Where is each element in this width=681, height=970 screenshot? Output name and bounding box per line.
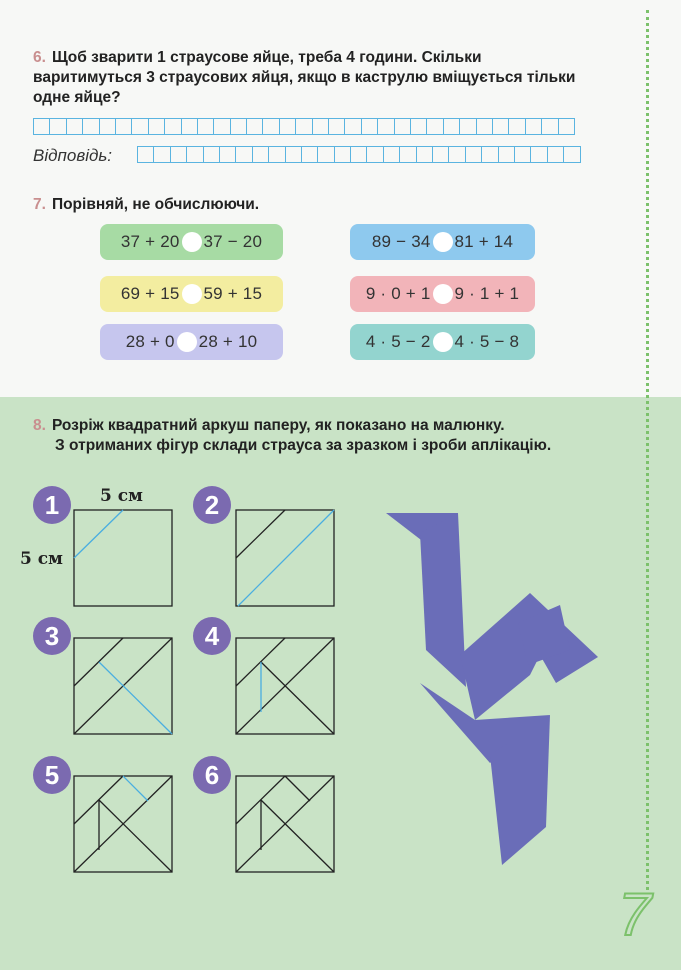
task8-number: 8.: [33, 417, 46, 434]
answer-cell[interactable]: [219, 146, 236, 163]
answer-cell[interactable]: [383, 146, 400, 163]
answer-cell[interactable]: [459, 118, 476, 135]
step-2-diagram: [234, 508, 338, 608]
answer-grid-1[interactable]: [34, 118, 575, 135]
answer-cell[interactable]: [498, 146, 515, 163]
ostrich-tangram: [380, 505, 610, 870]
answer-cell[interactable]: [268, 146, 285, 163]
answer-cell[interactable]: [33, 118, 50, 135]
task8-line2: З отриманих фігур склади страуса за зразком і зроби аплікацію.: [55, 437, 552, 454]
compare-circle[interactable]: [182, 284, 202, 304]
expr-left: 89 − 34: [371, 232, 431, 251]
dimension-left: 5 см: [20, 549, 63, 569]
expr-right: 4 · 5 − 8: [454, 332, 520, 351]
answer-cell[interactable]: [82, 118, 99, 135]
expr-left: 9 · 0 + 1: [365, 284, 431, 303]
tangram-body: [460, 593, 530, 720]
answer-cell[interactable]: [246, 118, 263, 135]
answer-cell[interactable]: [410, 118, 427, 135]
compare-circle[interactable]: [177, 332, 197, 352]
answer-cell[interactable]: [252, 146, 269, 163]
compare-expression[interactable]: [100, 324, 283, 360]
answer-cell[interactable]: [164, 118, 181, 135]
answer-cell[interactable]: [399, 146, 416, 163]
step-6-diagram: [234, 774, 338, 874]
answer-cell[interactable]: [350, 146, 367, 163]
answer-cell[interactable]: [366, 146, 383, 163]
expr-left: 69 + 15: [120, 284, 180, 303]
compare-expression[interactable]: [100, 224, 283, 260]
step-badge-4: 4: [193, 617, 231, 655]
answer-cell[interactable]: [279, 118, 296, 135]
answer-cell[interactable]: [394, 118, 411, 135]
step-badge-1: 1: [33, 486, 71, 524]
expr-left: 28 + 0: [125, 332, 175, 351]
answer-cell[interactable]: [465, 146, 482, 163]
page-number: 7: [618, 881, 652, 948]
answer-cell[interactable]: [443, 118, 460, 135]
answer-cell[interactable]: [558, 118, 575, 135]
answer-cell[interactable]: [377, 118, 394, 135]
task7-text: Порівняй, не обчислюючи.: [51, 196, 260, 213]
answer-cell[interactable]: [213, 118, 230, 135]
answer-cell[interactable]: [334, 146, 351, 163]
answer-cell[interactable]: [432, 146, 449, 163]
answer-cell[interactable]: [508, 118, 525, 135]
expr-right: 59 + 15: [203, 284, 263, 303]
compare-expression[interactable]: [100, 276, 283, 312]
answer-cell[interactable]: [492, 118, 509, 135]
answer-cell[interactable]: [481, 146, 498, 163]
compare-circle[interactable]: [433, 284, 453, 304]
expr-left: 4 · 5 − 2: [365, 332, 431, 351]
task6-number: 6.: [33, 49, 46, 66]
answer-cell[interactable]: [66, 118, 83, 135]
task7-number: 7.: [33, 196, 46, 213]
answer-cell[interactable]: [137, 146, 154, 163]
answer-cell[interactable]: [170, 146, 187, 163]
answer-cell[interactable]: [235, 146, 252, 163]
step-1-diagram: [72, 508, 176, 608]
step-5-diagram: [72, 774, 176, 874]
step-4-diagram: [234, 636, 338, 736]
expr-right: 81 + 14: [454, 232, 514, 251]
compare-circle[interactable]: [182, 232, 202, 252]
expr-right: 28 + 10: [198, 332, 258, 351]
answer-cell[interactable]: [186, 146, 203, 163]
compare-circle[interactable]: [433, 332, 453, 352]
answer-cell[interactable]: [448, 146, 465, 163]
answer-cell[interactable]: [148, 118, 165, 135]
step-3-diagram: [72, 636, 176, 736]
answer-label: Відповідь:: [33, 146, 113, 165]
answer-cell[interactable]: [153, 146, 170, 163]
answer-cell[interactable]: [197, 118, 214, 135]
answer-cell[interactable]: [115, 118, 132, 135]
answer-cell[interactable]: [49, 118, 66, 135]
answer-cell[interactable]: [530, 146, 547, 163]
answer-cell[interactable]: [541, 118, 558, 135]
answer-grid-2[interactable]: [138, 146, 581, 163]
step-badge-3: 3: [33, 617, 71, 655]
answer-cell[interactable]: [295, 118, 312, 135]
answer-cell[interactable]: [328, 118, 345, 135]
answer-cell[interactable]: [131, 118, 148, 135]
answer-cell[interactable]: [563, 146, 580, 163]
expr-right: 9 · 1 + 1: [454, 284, 520, 303]
answer-cell[interactable]: [99, 118, 116, 135]
step-badge-5: 5: [33, 756, 71, 794]
answer-cell[interactable]: [262, 118, 279, 135]
task8-line1: Розріж квадратний аркуш паперу, як показано на малюнку.: [51, 417, 505, 434]
answer-cell[interactable]: [514, 146, 531, 163]
step-badge-6: 6: [193, 756, 231, 794]
answer-cell[interactable]: [426, 118, 443, 135]
step-badge-2: 2: [193, 486, 231, 524]
answer-cell[interactable]: [230, 118, 247, 135]
answer-cell[interactable]: [416, 146, 433, 163]
answer-cell[interactable]: [181, 118, 198, 135]
answer-cell[interactable]: [301, 146, 318, 163]
answer-cell[interactable]: [317, 146, 334, 163]
answer-cell[interactable]: [344, 118, 361, 135]
answer-cell[interactable]: [361, 118, 378, 135]
answer-cell[interactable]: [312, 118, 329, 135]
task8-text: [33, 416, 633, 456]
task7-heading: [33, 195, 259, 215]
task6-question: Щоб зварити 1 страусове яйце, треба 4 години. Скільки варитимуться 3 страусових яйця, якщо в каструлю вміщується тільки одне яйце?: [33, 49, 576, 106]
answer-cell[interactable]: [203, 146, 220, 163]
task6-text: [33, 48, 593, 108]
expr-right: 37 − 20: [203, 232, 263, 251]
answer-cell[interactable]: [476, 118, 493, 135]
answer-cell[interactable]: [285, 146, 302, 163]
dotted-border: [646, 10, 653, 890]
answer-cell[interactable]: [547, 146, 564, 163]
compare-expression[interactable]: [350, 324, 535, 360]
compare-circle[interactable]: [433, 232, 453, 252]
compare-expression[interactable]: [350, 224, 535, 260]
tangram-neck: [420, 513, 466, 687]
compare-expression[interactable]: [350, 276, 535, 312]
expr-left: 37 + 20: [120, 232, 180, 251]
answer-cell[interactable]: [525, 118, 542, 135]
dimension-top: 5 см: [100, 486, 143, 506]
